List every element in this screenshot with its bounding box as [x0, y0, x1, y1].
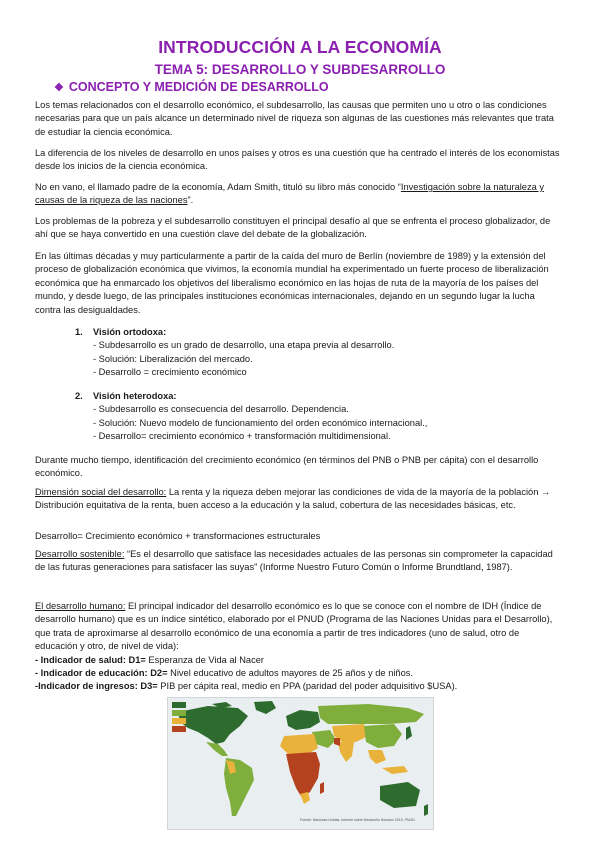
- list-item: - Subdesarrollo es un grado de desarrollo, una etapa previa al desarrollo.: [93, 340, 395, 351]
- document-subtitle: TEMA 5: DESARROLLO Y SUBDESARROLLO: [154, 62, 446, 77]
- vision-heterodoxa-heading: 2. Visión heterodoxa:: [75, 391, 177, 401]
- paragraph-4-text: Los problemas de la pobreza y el subdesarrollo constituyen el principal desafío al que se enfrenta el proceso globalizador, de ahí que se haya convertido en una cuestión clave del debate de la globalización.: [35, 216, 551, 240]
- document-title: INTRODUCCIÓN A LA ECONOMÍA: [158, 37, 442, 57]
- human-development-label: El desarrollo humano:: [35, 601, 126, 611]
- indicator-income-text: PIB per cápita real, medio en PPA (paridad del poder adquisitivo $USA).: [157, 681, 458, 692]
- world-map-image: [168, 698, 433, 829]
- indicator-education-text: Nivel educativo de adultos mayores de 25 años y de niños.: [167, 668, 413, 679]
- sustainable-label: Desarrollo sostenible:: [35, 549, 125, 559]
- social-dimension-text: La renta y la riqueza deben mejorar las condiciones de vida de la mayoría de la población → Distribución equitativa de la renta, buen acceso a la educación y la salud, cobertura de las necesidades básicas, etc.: [35, 487, 551, 511]
- paragraph-2-text: La diferencia de los niveles de desarrollo en unos países y otros es una cuestión que ha centrado el interés de los economistas desde los inicios de la ciencia económica.: [35, 148, 560, 172]
- list-item: - Subdesarrollo es consecuencia del desarrollo. Dependencia.: [93, 404, 349, 415]
- list-item: - Solución: Liberalización del mercado.: [93, 353, 253, 364]
- development-formula: [35, 530, 563, 543]
- vision-heterodoxa: [75, 390, 563, 444]
- map-source-caption: Fuente: Naciones Unidas, Informe sobre Desarrollo Humano 2013. PNUD.: [300, 818, 416, 822]
- development-formula-text: Desarrollo= Crecimiento económico + transformaciones estructurales: [35, 531, 321, 541]
- paragraph-5: [35, 250, 563, 317]
- book-title-link: Investigación sobre la naturaleza y causas de la riqueza de las naciones: [35, 182, 545, 206]
- paragraph-6: [35, 454, 563, 481]
- social-dimension-label: Dimensión social del desarrollo:: [35, 487, 167, 497]
- paragraph-5-text: En las últimas décadas y muy particularmente a partir de la caída del muro de Berlín (noviembre de 1989) y la extensión del proceso de globalización económica que vivimos, la economía mundial ha experimentado un fuerte proceso de liberalización económica que ha enmarcado los objetivos del liberalismo económico en las hojas de ruta de la mayoría de los países del mundo, y desde luego, de las principales instituciones económicas internacionales, dejando en un segundo lugar la lucha contra las desigualdades.: [35, 251, 549, 315]
- sustainable-development: [35, 548, 563, 575]
- paragraph-3: [35, 181, 563, 208]
- paragraph-2: [35, 147, 563, 174]
- paragraph-6-text: Durante mucho tiempo, identificación del crecimiento económico (en términos del PNB o PNB per cápita) con el desarrollo económico.: [35, 455, 539, 479]
- indicator-income-label: -Indicador de ingresos: D3=: [35, 681, 158, 692]
- list-item: - Desarrollo = crecimiento económico: [93, 367, 247, 378]
- section-heading-text: CONCEPTO Y MEDICIÓN DE DESARROLLO: [68, 80, 329, 94]
- indicator-health-label: - Indicador de salud: D1=: [35, 654, 146, 665]
- paragraph-4: [35, 215, 563, 242]
- social-dimension: [35, 486, 563, 513]
- sustainable-text: “Es el desarrollo que satisface las necesidades actuales de las personas sin comprometer la capacidad de las futuras generaciones para satisfacer las suyas” (Informe Nuestro Futuro Común o Informe Brundtland, 1987).: [35, 549, 553, 573]
- section-heading: [54, 80, 329, 94]
- list-item: - Solución: Nuevo modelo de funcionamiento del orden económico internacional.,: [93, 417, 428, 428]
- indicator-education-label: - Indicador de educación: D2=: [35, 668, 168, 679]
- paragraph-3-post: ”.: [187, 195, 194, 206]
- indicator-health-text: Esperanza de Vida al Nacer: [145, 654, 264, 665]
- paragraph-3-pre: No en vano, el llamado padre de la economía, Adam Smith, tituló su libro más conocido “: [35, 182, 401, 192]
- hdi-world-map: [167, 697, 434, 830]
- diamond-bullet-icon: ❖: [54, 82, 64, 94]
- human-development-text: El principal indicador del desarrollo económico es lo que se conoce con el nombre de IDH (Índice de desarrollo humano) que es un índice sintético, elaborado por el PNUD (Programa de las Naciones Unidas para el Desarrollo), que trata de aproximarse al desarrollo económico de una economía a partir de tres indicadores (uno de salud, otro de educación y otro, de nivel de vida):: [35, 601, 553, 652]
- human-development: [35, 600, 563, 694]
- paragraph-1: [35, 99, 563, 139]
- vision-ortodoxa-heading: 1. Visión ortodoxa:: [75, 327, 167, 337]
- vision-ortodoxa: [75, 326, 563, 380]
- list-item: - Desarrollo= crecimiento económico + transformación multidimensional.: [93, 431, 391, 442]
- paragraph-1-text: Los temas relacionados con el desarrollo económico, el subdesarrollo, las causas que permiten uno u otro o las condiciones necesarias para que un país alcance un determinado nivel de riqueza son algunas de las cuestiones más relevantes que trata de estudiar la ciencia económica.: [35, 100, 554, 137]
